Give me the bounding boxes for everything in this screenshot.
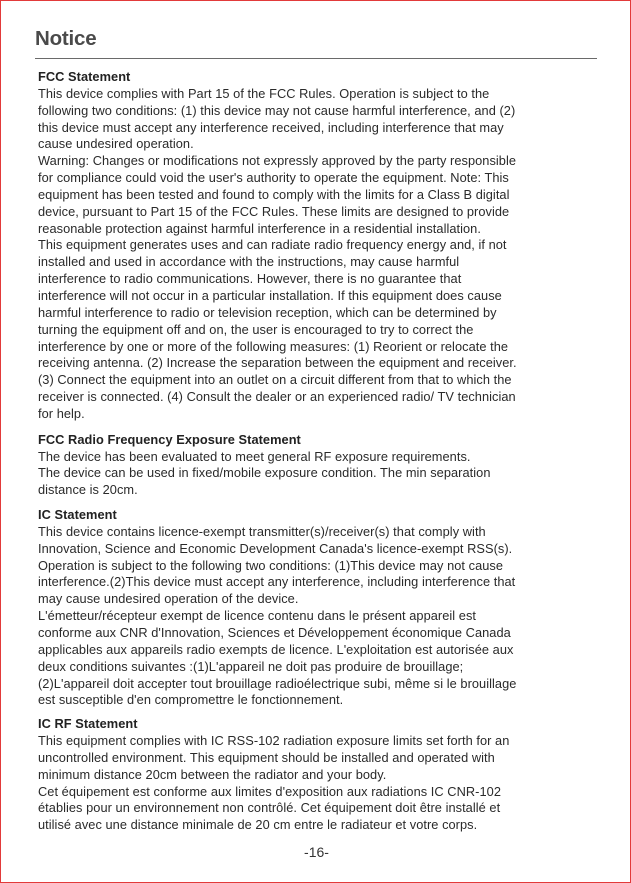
body-line: equipment has been tested and found to comply with the limits for a Class B digital: [38, 186, 510, 202]
title-divider: [35, 58, 597, 59]
body-line: reasonable protection against harmful interference in a residential installation.: [38, 220, 481, 236]
body-line: for compliance could void the user's authority to operate the equipment. Note: This: [38, 170, 509, 186]
body-line: receiver is connected. (4) Consult the dealer or an experienced radio/ TV technician: [38, 389, 516, 405]
ic-rf-statement-section: [38, 716, 598, 834]
body-line: interference will not occur in a particular installation. If this equipment does cause: [38, 287, 502, 303]
body-line: Warning: Changes or modifications not expressly approved by the party responsible: [38, 153, 517, 169]
body-line: installed and used in accordance with the instructions, may cause harmful: [38, 254, 460, 270]
body-line: est susceptible d'en compromettre le fonctionnement.: [38, 692, 344, 708]
section-heading: IC Statement: [38, 507, 117, 523]
body-line: interference to radio communications. However, there is no guarantee that: [38, 271, 462, 287]
section-heading: IC RF Statement: [38, 716, 138, 732]
body-line: This equipment generates uses and can radiate radio frequency energy and, if not: [38, 237, 507, 253]
body-line: (3) Connect the equipment into an outlet on a circuit different from that to which the: [38, 372, 512, 388]
body-line: The device has been evaluated to meet general RF exposure requirements.: [38, 448, 471, 464]
section-heading: FCC Radio Frequency Exposure Statement: [38, 431, 301, 447]
ic-statement-section: [38, 507, 598, 709]
notice-content: [38, 69, 598, 834]
body-line: This device complies with Part 15 of the FCC Rules. Operation is subject to the: [38, 85, 490, 101]
body-line: interference by one or more of the following measures: (1) Reorient or relocate the: [38, 338, 509, 354]
body-line: turning the equipment off and on, the user is encouraged to try to correct the: [38, 321, 474, 337]
body-line: may cause undesired operation of the device.: [38, 591, 299, 607]
body-line: harmful interference to radio or television reception, which can be determined by: [38, 304, 497, 320]
body-line: This device contains licence-exempt transmitter(s)/receiver(s) that comply with: [38, 523, 486, 539]
body-line: uncontrolled environment. This equipment should be installed and operated with: [38, 749, 495, 765]
body-line: interference.(2)This device must accept any interference, including interference that: [38, 574, 516, 590]
body-line: distance is 20cm.: [38, 482, 138, 498]
body-line: This equipment complies with IC RSS-102 radiation exposure limits set forth for an: [38, 733, 510, 749]
body-line: receiving antenna. (2) Increase the separation between the equipment and receiver.: [38, 355, 517, 371]
body-line: utilisé avec une distance minimale de 20 cm entre le radiateur et votre corps.: [38, 817, 478, 833]
body-line: L'émetteur/récepteur exempt de licence contenu dans le présent appareil est: [38, 608, 476, 624]
body-line: following two conditions: (1) this device may not cause harmful interference, and (2): [38, 102, 516, 118]
section-spacer: [38, 423, 598, 432]
body-line: minimum distance 20cm between the radiator and your body.: [38, 766, 387, 782]
body-line: Operation is subject to the following two conditions: (1)This device may not cause: [38, 557, 504, 573]
body-line: The device can be used in fixed/mobile exposure condition. The min separation: [38, 465, 491, 481]
body-line: (2)L'appareil doit accepter tout brouillage radioélectrique subi, même si le brouillage: [38, 675, 517, 691]
body-line: conforme aux CNR d'Innovation, Sciences et Développement économique Canada: [38, 625, 511, 640]
body-line: this device must accept any interference received, including interference that may: [38, 119, 504, 135]
fcc-rf-exposure-section: [38, 432, 598, 499]
section-spacer: [38, 499, 598, 507]
body-line: applicables aux appareils radio exempts de licence. L'exploitation est autorisée aux: [38, 641, 514, 657]
page-number: -16-: [304, 844, 329, 860]
body-line: cause undesired operation.: [38, 136, 194, 152]
body-line: Cet équipement est conforme aux limites d'exposition aux radiations IC CNR-102: [38, 783, 501, 799]
section-heading: FCC Statement: [38, 69, 131, 84]
body-line: deux conditions suivantes :(1)L'appareil ne doit pas produire de brouillage;: [38, 658, 464, 674]
page-title: Notice: [35, 27, 97, 50]
section-spacer: [38, 709, 598, 716]
body-line: établies pour un environnement non contrôlé. Cet équipement doit être installé et: [38, 800, 501, 816]
fcc-statement-section: [38, 69, 598, 423]
body-line: device, pursuant to Part 15 of the FCC Rules. These limits are designed to provide: [38, 203, 510, 219]
body-line: Innovation, Science and Economic Development Canada's licence-exempt RSS(s).: [38, 540, 513, 556]
body-line: for help.: [38, 405, 85, 421]
